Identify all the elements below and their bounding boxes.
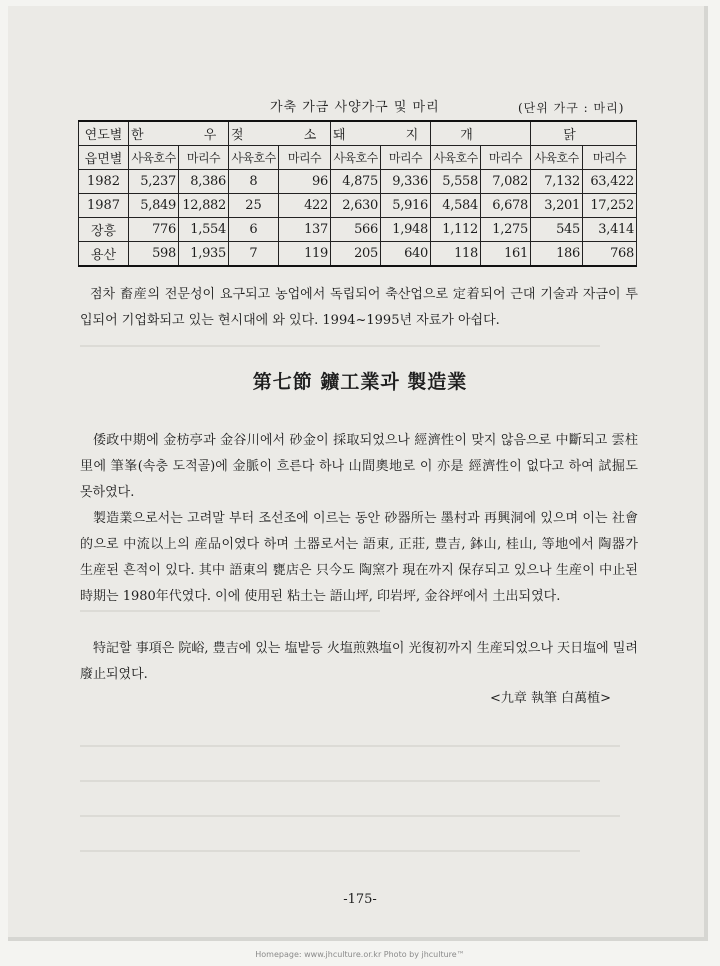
table-cell: 6,678 [481, 194, 531, 218]
table-cell: 545 [531, 218, 583, 242]
table-cell: 5,916 [381, 194, 431, 218]
section-heading: 第七節 鑛工業과 製造業 [252, 371, 468, 393]
group-header-dairy-cow: 젖 소 [229, 121, 331, 146]
table-cell: 5,237 [129, 170, 179, 194]
group-header-chicken: 닭 [531, 121, 637, 146]
table-cell: 96 [279, 170, 331, 194]
row-label: 장흥 [79, 218, 129, 242]
table-cell: 5,558 [431, 170, 481, 194]
bleed-through-line [80, 780, 600, 782]
table-cell: 2,630 [331, 194, 381, 218]
photo-credit-footer: Homepage: www.jhculture.or.kr Photo by jhculture™ [255, 950, 465, 959]
table-unit: (단위 가구 : 마리) [518, 101, 625, 115]
salt-paragraph: 特記할 事項은 院峪, 豊吉에 있는 塩밭등 火塩煎熟塩이 光復初까지 生産되었으나 天日塩에 밀려 廢止되였다. [80, 641, 638, 682]
bleed-through-line [80, 610, 380, 612]
table-cell: 3,201 [531, 194, 583, 218]
table-cell: 17,252 [583, 194, 637, 218]
subheader-households: 사육호수 [129, 146, 179, 170]
subheader-heads: 마리수 [481, 146, 531, 170]
table-cell: 25 [229, 194, 279, 218]
table-cell: 1,948 [381, 218, 431, 242]
table-cell: 640 [381, 242, 431, 267]
intro-paragraph: 점차 畜産의 전문성이 요구되고 농업에서 독립되어 축산업으로 定着되어 근대 기술과 자금이 투입되어 기업화되고 있는 현시대에 와 있다. 1994~1995년 자료가 아쉽다. [80, 287, 638, 328]
author-signature: <九章 執筆 白萬植> [490, 691, 612, 706]
table-cell: 8 [229, 170, 279, 194]
group-header-hanwoo: 한 우 [129, 121, 229, 146]
table-cell: 6 [229, 218, 279, 242]
table-cell: 7 [229, 242, 279, 267]
subheader-households: 사육호수 [531, 146, 583, 170]
table-cell: 186 [531, 242, 583, 267]
table-cell: 768 [583, 242, 637, 267]
table-cell: 8,386 [179, 170, 229, 194]
table-row [79, 194, 637, 218]
subheader-households: 사육호수 [229, 146, 279, 170]
group-header-dog: 개 [431, 121, 531, 146]
row-label: 용산 [79, 242, 129, 267]
subheader-heads: 마리수 [279, 146, 331, 170]
table-header-row [79, 121, 637, 146]
table-cell: 9,336 [381, 170, 431, 194]
subheader-heads: 마리수 [583, 146, 637, 170]
subheader-households: 사육호수 [331, 146, 381, 170]
table-cell: 161 [481, 242, 531, 267]
header-year: 연도별 [79, 121, 129, 146]
table-cell: 137 [279, 218, 331, 242]
subheader-households: 사육호수 [431, 146, 481, 170]
table-cell: 776 [129, 218, 179, 242]
table-caption: 가축 가금 사양가구 및 마리 [270, 100, 440, 115]
group-header-pig: 돼 지 [331, 121, 431, 146]
table-cell: 566 [331, 218, 381, 242]
table-cell: 63,422 [583, 170, 637, 194]
table-cell: 4,584 [431, 194, 481, 218]
table-cell: 1,935 [179, 242, 229, 267]
livestock-table [78, 120, 637, 267]
bleed-through-line [80, 815, 620, 817]
table-cell: 118 [431, 242, 481, 267]
table-cell: 1,554 [179, 218, 229, 242]
table-cell: 205 [331, 242, 381, 267]
table-cell: 598 [129, 242, 179, 267]
table-cell: 7,132 [531, 170, 583, 194]
subheader-heads: 마리수 [179, 146, 229, 170]
header-region: 읍면별 [79, 146, 129, 170]
page-number: -175- [343, 892, 377, 907]
table-row [79, 218, 637, 242]
manufacturing-paragraph: 製造業으로서는 고려말 부터 조선조에 이르는 동안 砂器所는 墨村과 再興洞에 있으며 이는 社會的으로 中流以上의 産品이였다 하며 土器로서는 語東, 正莊, 豊吉, 鉢山, 桂山, 等地에서 陶器가 生産된 흔적이 있다. 其中 語東의 甕店은 只今도 陶窯가 現在까지 保存되고 있으나 生産이 中止된 時期는 1980年代였다. 이에 使用된 粘土는 語山坪, 印岩坪, 金谷坪에서 土出되였다. [80, 511, 638, 604]
table-subheader-row [79, 146, 637, 170]
table-cell: 119 [279, 242, 331, 267]
table-cell: 3,414 [583, 218, 637, 242]
table-cell: 1,275 [481, 218, 531, 242]
table-cell: 12,882 [179, 194, 229, 218]
subheader-heads: 마리수 [381, 146, 431, 170]
table-cell: 1,112 [431, 218, 481, 242]
bleed-through-line [80, 850, 580, 852]
table-cell: 5,849 [129, 194, 179, 218]
table-cell: 4,875 [331, 170, 381, 194]
row-label: 1982 [79, 170, 129, 194]
table-cell: 422 [279, 194, 331, 218]
bleed-through-line [80, 745, 620, 747]
row-label: 1987 [79, 194, 129, 218]
bleed-through-line [80, 345, 600, 347]
table-cell: 7,082 [481, 170, 531, 194]
mining-paragraph: 倭政中期에 金枋亭과 金谷川에서 砂金이 採取되었으나 經濟性이 맞지 않음으로 中斷되고 雲柱里에 筆峯(속충 도적골)에 金脈이 흐른다 하나 山間奧地로 이 亦是 經濟性이 없다고 하여 試掘도 못하였다. [80, 433, 638, 500]
table-row [79, 242, 637, 267]
table-row [79, 170, 637, 194]
